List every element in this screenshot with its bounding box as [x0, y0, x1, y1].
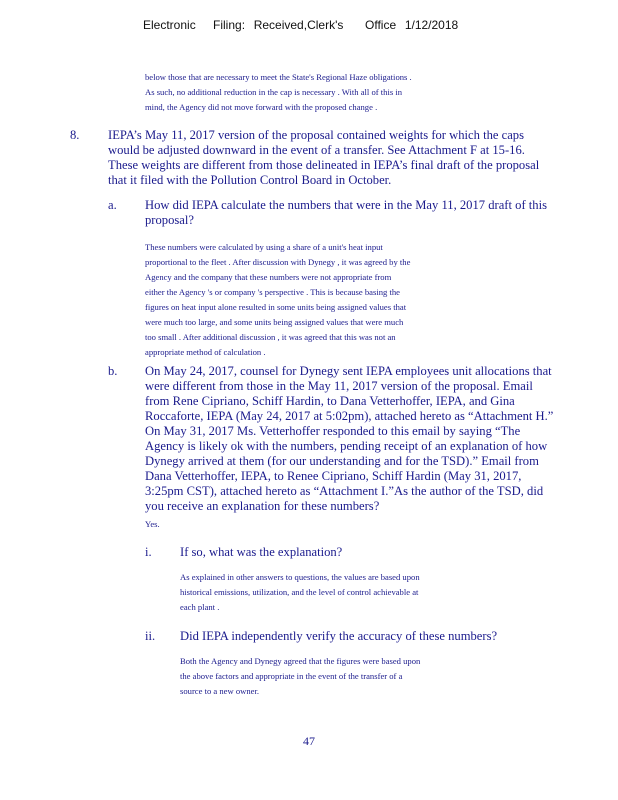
question-8-text: [108, 128, 539, 188]
answer-line: Agency and the company that these numbers were not appropriate from: [145, 272, 392, 282]
answer-line: either the Agency 's or company 's perspective . This is because basing the: [145, 287, 400, 297]
answer-line: appropriate method of calculation .: [145, 347, 266, 357]
question-i-marker: i.: [145, 545, 152, 559]
question-b-text: [145, 364, 553, 514]
question-8-number: 8.: [70, 128, 80, 142]
question-line: Dynegy arrived at them (for our understanding and for the TSD).” Email from: [145, 454, 539, 468]
question-i-text: [180, 545, 342, 560]
question-line: proposal?: [145, 213, 194, 227]
answer-b: Yes.: [145, 519, 160, 529]
question-line: would be adjusted downward in the event of a transfer. See Attachment F at 15-16.: [108, 143, 525, 157]
question-line: Agency is likely ok with the numbers, pending receipt of an explanation of how: [145, 439, 548, 453]
answer-i: [180, 570, 420, 615]
question-line: Did IEPA independently verify the accuracy of these numbers?: [180, 629, 498, 643]
question-line: IEPA’s May 11, 2017 version of the proposal contained weights for which the caps: [108, 128, 524, 142]
question-line: How did IEPA calculate the numbers that were in the May 11, 2017 draft of this: [145, 198, 547, 212]
answer-line: As explained in other answers to questions, the values are based upon: [180, 572, 420, 582]
answer-line: mind, the Agency did not move forward with the proposed change .: [145, 102, 378, 112]
answer-line: each plant .: [180, 602, 220, 612]
page-number: 47: [303, 734, 315, 748]
question-line: These weights are different from those delineated in IEPA’s final draft of the proposal: [108, 158, 540, 172]
question-line: that it filed with the Pollution Control Board in October.: [108, 173, 392, 187]
answer-line: historical emissions, utilization, and the level of control achievable at: [180, 587, 419, 597]
answer-line: As such, no additional reduction in the cap is necessary . With all of this in: [145, 87, 403, 97]
answer-line: below those that are necessary to meet the State's Regional Haze obligations .: [145, 72, 412, 82]
question-line: Dana Vetterhoffer, IEPA, to Renee Cipriano, Schiff Hardin (May 31, 2017,: [145, 469, 522, 483]
answer-a: [145, 240, 410, 360]
answer-ii: [180, 654, 420, 699]
intro-answer: [145, 70, 412, 115]
question-line: you receive an explanation for these numbers?: [145, 499, 380, 513]
answer-line: the above factors and appropriate in the event of the transfer of a: [180, 671, 403, 681]
question-line: Roccaforte, IEPA (May 24, 2017 at 5:02pm), attached hereto as “Attachment H.”: [145, 409, 554, 423]
question-line: from Rene Cipriano, Schiff Hardin, to Dana Vetterhoffer, IEPA, and Gina: [145, 394, 515, 408]
answer-line: figures on heat input alone resulted in some units being assigned values that: [145, 302, 407, 312]
answer-line: These numbers were calculated by using a share of a unit's heat input: [145, 242, 383, 252]
question-ii-marker: ii.: [145, 629, 156, 643]
question-ii-text: [180, 629, 497, 644]
question-a-marker: a.: [108, 198, 117, 212]
answer-line: source to a new owner.: [180, 686, 259, 696]
question-line: On May 24, 2017, counsel for Dynegy sent IEPA employees unit allocations that: [145, 364, 552, 378]
answer-line: were much too large, and some units being assigned values that were much: [145, 317, 404, 327]
answer-line: too small . After additional discussion , it was agreed that this was not an: [145, 332, 396, 342]
filing-header: Electronic Filing: Received,Clerk's Office 1/12/2018: [143, 18, 459, 32]
answer-line: Both the Agency and Dynegy agreed that the figures were based upon: [180, 656, 421, 666]
question-line: were different from those in the May 11, 2017 version of the proposal. Email: [145, 379, 533, 393]
question-line: 3:25pm CST), attached hereto as “Attachment I.”As the author of the TSD, did: [145, 484, 544, 498]
question-a-text: [145, 198, 547, 228]
question-line: If so, what was the explanation?: [180, 545, 343, 559]
question-line: On May 31, 2017 Ms. Vetterhoffer responded to this email by saying “The: [145, 424, 521, 438]
answer-line: proportional to the fleet . After discussion with Dynegy , it was agreed by the: [145, 257, 411, 267]
question-b-marker: b.: [108, 364, 118, 378]
